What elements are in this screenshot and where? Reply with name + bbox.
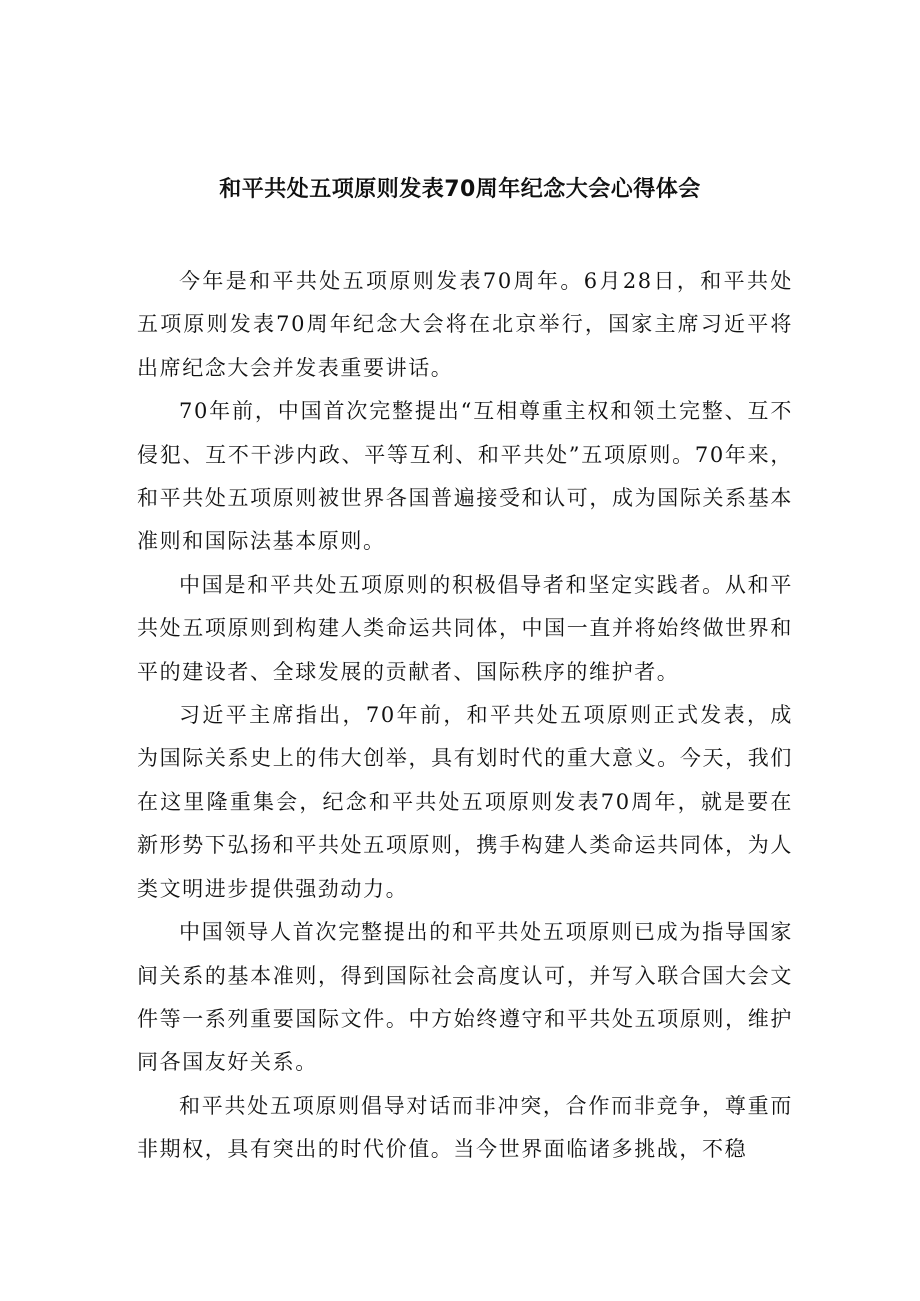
paragraph: 和平共处五项原则倡导对话而非冲突，合作而非竞争，尊重而非期权，具有突出的时代价值。当今世界面临诸多挑战，不稳 (137, 1093, 793, 1162)
paragraph: 中国领导人首次完整提出的和平共处五项原则已成为指导国家间关系的基本准则，得到国际社会高度认可，并写入联合国大会文件等一系列重要国际文件。中方始终遵守和平共处五项原则，维护同各国友好关系。 (137, 920, 793, 1075)
paragraph: 中国是和平共处五项原则的积极倡导者和坚定实践者。从和平共处五项原则到构建人类命运共同体，中国一直并将始终做世界和平的建设者、全球发展的贡献者、国际秩序的维护者。 (137, 572, 793, 684)
paragraph: 70年前，中国首次完整提出“互相尊重主权和领土完整、互不侵犯、互不干涉内政、平等互利、和平共处”五项原则。70年来，和平共处五项原则被世界各国普遍接受和认可，成为国际关系基本准则和国际法基本原则。 (137, 399, 793, 554)
paragraph: 习近平主席指出，70年前，和平共处五项原则正式发表，成为国际关系史上的伟大创举，具有划时代的重大意义。今天，我们在这里隆重集会，纪念和平共处五项原则发表70周年，就是要在新形势下弘扬和平共处五项原则，携手构建人类命运共同体，为人类文明进步提供强劲动力。 (137, 703, 793, 901)
document-title: 和平共处五项原则发表70周年纪念大会心得体会 (219, 177, 701, 202)
paragraph: 今年是和平共处五项原则发表70周年。6月28日，和平共处五项原则发表70周年纪念大会将在北京举行，国家主席习近平将出席纪念大会并发表重要讲话。 (137, 269, 793, 380)
document-body (137, 260, 793, 1172)
